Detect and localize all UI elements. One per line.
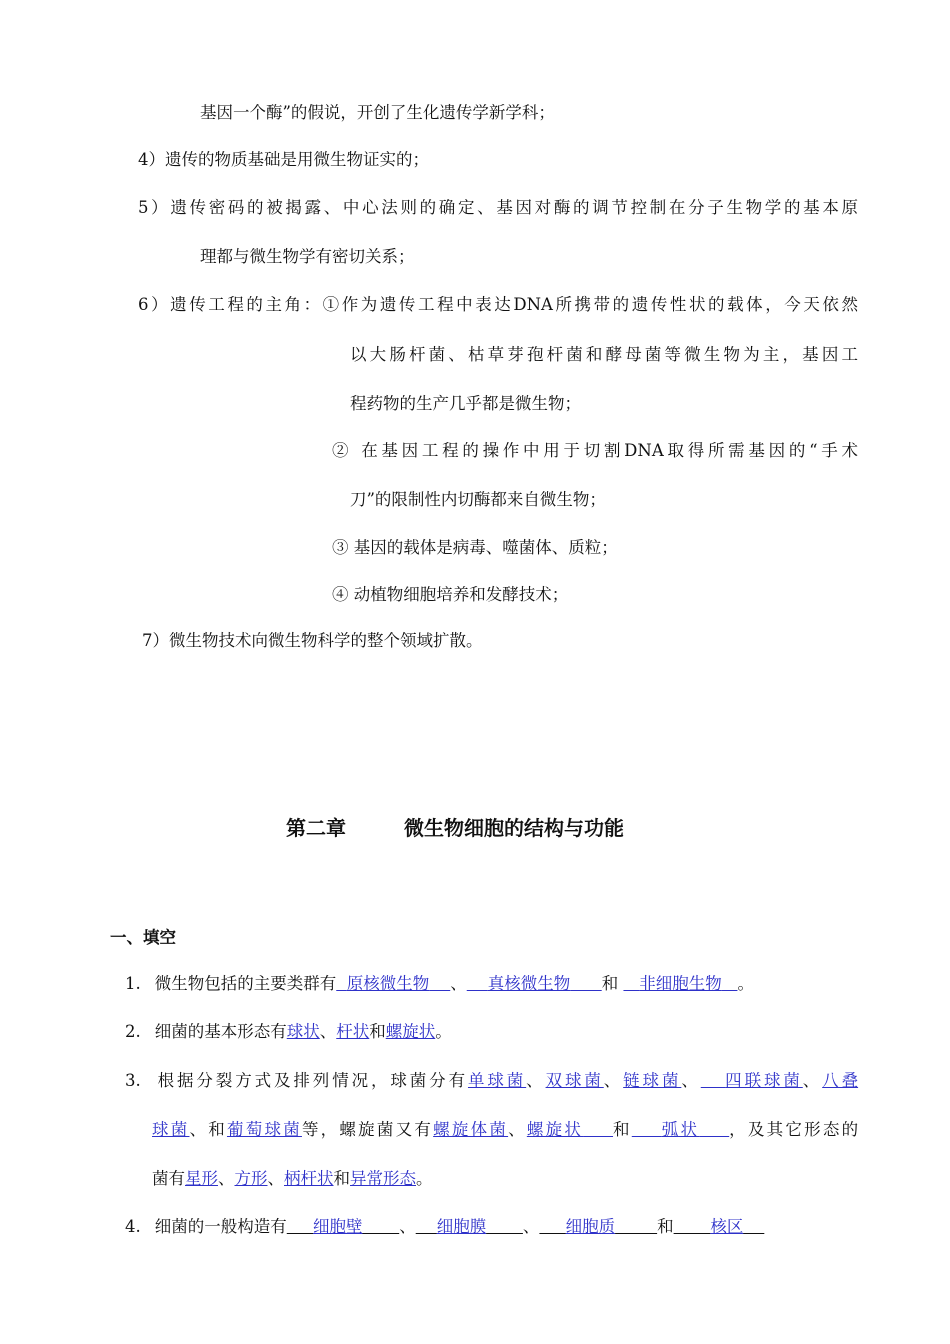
question-3 (125, 1069, 858, 1093)
answer: 真核微生物 (487, 974, 571, 993)
chapter-title: 微生物细胞的结构与功能 (404, 816, 624, 840)
answer: 球菌 (152, 1120, 190, 1139)
question-number: 4. (125, 1217, 141, 1236)
punct: 。 (416, 1169, 433, 1188)
answer-blank (674, 1217, 765, 1236)
answer: 弧状 (661, 1120, 700, 1139)
answer: 葡萄球菌 (226, 1120, 302, 1139)
answer: 链球菌 (623, 1071, 682, 1090)
separator: 和 (657, 1217, 674, 1236)
answer: 异常形态 (350, 1169, 416, 1188)
section-heading: 一、填空 (110, 928, 176, 947)
question-text: 等，螺旋菌又有 (301, 1120, 434, 1139)
separator: 、 (218, 1169, 235, 1188)
answer: 原核微生物 (346, 974, 430, 993)
answer-blank (287, 1217, 399, 1236)
question-text: 细菌的一般构造有 (154, 1217, 287, 1236)
list-item: 4）遗传的物质基础是用微生物证实的； (138, 150, 429, 169)
question-1 (125, 972, 754, 996)
text-line: 基因一个酶”的假说，开创了生化遗传学新学科； (200, 103, 555, 122)
answer: 螺旋体菌 (433, 1120, 509, 1139)
separator: 、 (526, 1071, 546, 1090)
separator: 、 (508, 1120, 527, 1139)
separator: 、 (603, 1071, 624, 1090)
answer-blank (416, 1217, 523, 1236)
question-text: 根据分裂方式及排列情况，球菌分有 (154, 1071, 468, 1090)
separator: 、 (450, 974, 467, 993)
chapter-number: 第二章 (286, 816, 346, 840)
separator: 、 (319, 1022, 337, 1041)
answer: 细胞壁 (312, 1217, 363, 1236)
separator: 、和 (189, 1120, 227, 1139)
text-line: 程药物的生产几乎都是微生物； (350, 394, 581, 413)
list-item: 7）微生物技术向微生物科学的整个领域扩散。 (142, 631, 483, 650)
answer: 螺旋状 (385, 1022, 436, 1041)
answer-blank (539, 1217, 657, 1236)
separator: 和 (369, 1022, 386, 1041)
separator: 和 (333, 1169, 350, 1188)
question-text: ，及其它形态的 (729, 1120, 859, 1139)
answer: 球状 (286, 1022, 320, 1041)
answer: 细胞膜 (436, 1217, 487, 1236)
list-item: 6）遗传工程的主角：①作为遗传工程中表达DNA所携带的遗传性状的载体，今天依然 (138, 295, 858, 314)
separator: 、 (681, 1071, 701, 1090)
separator: 和 (613, 1120, 632, 1139)
text-line: 以大肠杆菌、枯草芽孢杆菌和酵母菌等微生物为主，基因工 (350, 345, 858, 364)
answer: 柄杆状 (284, 1169, 334, 1188)
separator: 、 (399, 1217, 416, 1236)
separator: 、 (802, 1071, 823, 1090)
separator: 、 (522, 1217, 540, 1236)
separator: 、 (267, 1169, 284, 1188)
answer: 杆状 (336, 1022, 370, 1041)
answer: 方形 (234, 1169, 268, 1188)
question-text: 微生物包括的主要类群有 (154, 974, 337, 993)
answer: 单球菌 (467, 1071, 527, 1090)
question-number: 3. (125, 1071, 141, 1090)
text-line: 刀”的限制性内切酶都来自微生物； (350, 490, 606, 509)
question-number: 2. (125, 1022, 141, 1041)
answer: 非细胞生物 (639, 974, 722, 993)
punct: 。 (435, 1022, 452, 1041)
sub-item: ② 在基因工程的操作中用于切割DNA取得所需基因的“手术 (332, 441, 858, 460)
question-4 (125, 1215, 764, 1239)
punct: 。 (737, 974, 754, 993)
answer: 双球菌 (545, 1071, 604, 1090)
question-text: 菌有 (152, 1169, 185, 1188)
sub-item: ③ 基因的载体是病毒、噬菌体、质粒； (332, 538, 618, 557)
answer: 螺旋状 (526, 1120, 584, 1139)
answer: 四联球菌 (725, 1071, 803, 1090)
answer: 细胞质 (565, 1217, 616, 1236)
question-number: 1. (125, 974, 141, 993)
answer: 八叠 (822, 1071, 859, 1090)
sub-item: ④ 动植物细胞培养和发酵技术； (332, 585, 569, 604)
question-text: 细菌的基本形态有 (154, 1022, 287, 1041)
separator: 和 (601, 974, 619, 993)
question-3-line-3 (152, 1167, 433, 1191)
list-item: 5）遗传密码的被揭露、中心法则的确定、基因对酶的调节控制在分子生物学的基本原 (138, 198, 858, 217)
text-line: 理都与微生物学有密切关系； (200, 247, 415, 266)
answer: 星形 (185, 1169, 218, 1188)
question-2 (125, 1020, 452, 1044)
question-3-line-2 (152, 1118, 858, 1142)
answer: 核区 (710, 1217, 744, 1236)
